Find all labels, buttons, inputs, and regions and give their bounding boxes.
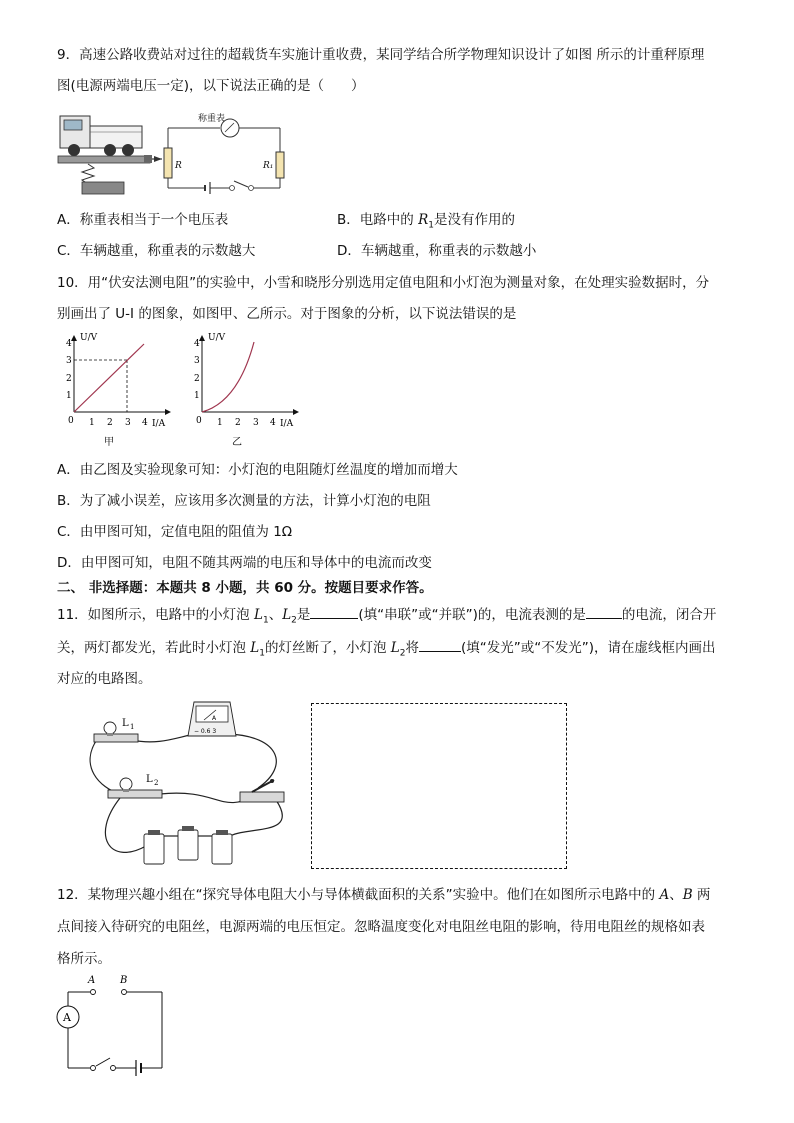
switch-icon [91,1066,96,1071]
q11-fig-l1-sub: 1 [130,723,135,731]
graph-b-curve [202,342,254,412]
meter-label: 称重表 [198,114,226,124]
q12-l1a: 12．某物理兴趣小组在“探究导体电阻大小与导体横截面积的关系”实验中。他们在如图所示电路中的 [57,887,660,903]
q9-option-b-r: R [418,212,429,228]
q12-l1-sep: 、 [669,887,683,903]
switch-icon [240,779,284,802]
ammeter-scale: − 0.6 3 [194,728,217,735]
graph-a-caption: 甲 [104,437,114,448]
q9-option-b-post: 是没有作用的 [433,212,515,228]
graph-a-ytick-2: 2 [66,374,72,384]
answer-drawing-box[interactable] [311,703,567,869]
graph-a-xtick-1: 1 [89,418,95,428]
q12-line2: 点间接入待研究的电阻丝，电源两端的电压恒定。忽略温度变化对电阻丝电阻的影响，待用电阻丝的规格如表 [57,919,705,935]
q11-l1d: 的电流，闭合开 [621,607,717,623]
graph-a-xtick-2: 2 [107,418,113,428]
graph-b-origin: 0 [196,416,202,426]
graph-a-ytick-3: 3 [66,356,72,366]
terminal-a-icon [91,990,96,995]
q11-blank-3[interactable] [419,637,461,652]
q11-blank-2[interactable] [586,604,622,619]
graph-b-ytick-4: 4 [194,339,200,349]
switch-icon [249,186,254,191]
graph-a-xtick-3: 3 [125,418,131,428]
graph-a-xlabel: I/A [152,419,166,429]
section-2-heading: 二、 非选择题：本题共 8 小题，共 60 分。按题目要求作答。 [57,580,433,596]
graph-a-ylabel: U/V [80,333,98,343]
q12-fig-a: A [88,975,96,986]
q11-l1a: 11．如图所示，电路中的小灯泡 [57,607,254,623]
resistor-r [164,148,172,178]
graph-a-origin: 0 [68,416,74,426]
q10-graph-b [190,332,310,450]
q11-l2-L2: L [390,640,400,656]
q10-option-a[interactable]: A．由乙图及实验现象可知：小灯泡的电阻随灯丝温度的增加而增大 [57,462,458,478]
q12-l1b: 两 [692,887,711,903]
q12-fig-meter: A [63,1011,71,1024]
q9-option-b-pre: B．电路中的 [337,212,419,228]
q11-l1-L2: L [282,607,292,623]
r-label: R [175,161,182,171]
q12-line3: 格所示。 [57,951,111,967]
graph-b-caption: 乙 [232,437,242,448]
q11-line2 [57,637,716,664]
q9-option-b-sub: 1 [428,220,434,231]
q9-stem-line1: 9．高速公路收费站对过往的超载货车实施计重收费，某同学结合所学物理知识设计了如图 所示的计重秤原理 [57,47,705,63]
q11-l1-sub2: 2 [291,615,297,626]
q12-l1-b: B [682,887,693,903]
q10-stem-line2: 别画出了 U-I 的图象，如图甲、乙所示。对于图象的分析，以下说法错误的是 [57,306,517,322]
q11-circuit-photo [80,696,302,874]
q12-line1 [57,885,710,905]
scale-platform [58,156,150,163]
graph-a-line [74,344,144,412]
q9-option-c[interactable]: C．车辆越重，称重表的示数越大 [57,243,256,259]
spring-icon [82,164,94,184]
graph-b-xtick-2: 2 [235,418,241,428]
graph-b-ytick-3: 3 [194,356,200,366]
q11-line3: 对应的电路图。 [57,671,152,687]
r1-label: R₁ [263,161,274,171]
q9-stem-line2: 图(电源两端电压一定)，以下说法正确的是（ ） [57,78,365,94]
graph-b-ylabel: U/V [208,333,226,343]
q11-fig-l2: L [146,774,153,785]
truck-icon [60,116,142,156]
graph-b-ytick-1: 1 [194,391,200,401]
scale-base [82,182,124,194]
q11-l1c: (填“串联”或“并联”)的，电流表测的是 [358,607,586,623]
ammeter-icon [188,702,236,736]
q11-l2d: (填“发光”或“不发光”)，请在虚线框内画出 [461,640,716,656]
graph-a-xtick-4: 4 [142,418,148,428]
graph-b-xtick-4: 4 [270,418,276,428]
q11-l1-L1: L [253,607,263,623]
q10-option-b[interactable]: B．为了减小误差，应该用多次测量的方法，计算小灯泡的电阻 [57,493,431,509]
q9-scale-figure [58,108,288,198]
q12-fig-b: B [120,975,128,986]
q11-l1-sub1: 1 [262,615,269,626]
q11-blank-1[interactable] [310,604,358,619]
q11-l2-sub2: 2 [399,648,406,659]
resistor-r1 [276,152,284,178]
graph-b-xtick-3: 3 [253,418,259,428]
q11-fig-l2-sub: 2 [154,779,159,787]
q11-l2c: 将 [405,640,419,656]
graph-b-ytick-2: 2 [194,374,200,384]
q11-l2a: 关，两灯都发光，若此时小灯泡 [57,640,251,656]
graph-b-xtick-1: 1 [217,418,223,428]
q11-l2-L1: L [250,640,260,656]
q9-option-b[interactable] [337,210,515,236]
q12-circuit-figure [52,972,172,1080]
q10-graph-a [60,332,180,450]
q10-option-d[interactable]: D．由甲图可知，电阻不随其两端的电压和导体中的电流而改变 [57,555,432,571]
q10-stem-line1: 10．用“伏安法测电阻”的实验中，小雪和晓彤分别选用定值电阻和小灯泡为测量对象，在处理实验数据时，分 [57,275,710,291]
graph-a-ytick-4: 4 [66,339,72,349]
terminal-b-icon [122,990,127,995]
q11-l1b: 是 [296,607,311,623]
q11-l1-sep: 、 [268,607,283,623]
battery-icon [144,826,232,864]
ammeter-letter: A [212,715,217,722]
q9-option-a[interactable]: A．称重表相当于一个电压表 [57,212,229,228]
q10-option-c[interactable]: C．由甲图可知，定值电阻的阻值为 1Ω [57,524,293,540]
graph-a-ytick-1: 1 [66,391,72,401]
q11-l2b: 的灯丝断了，小灯泡 [265,640,391,656]
q11-fig-l1: L [122,718,129,729]
q11-line1 [57,604,716,631]
q11-l2-sub1: 1 [259,648,265,659]
q9-option-d[interactable]: D．车辆越重，称重表的示数越小 [337,243,537,259]
q12-l1-a: A [659,887,670,903]
graph-b-xlabel: I/A [280,419,294,429]
